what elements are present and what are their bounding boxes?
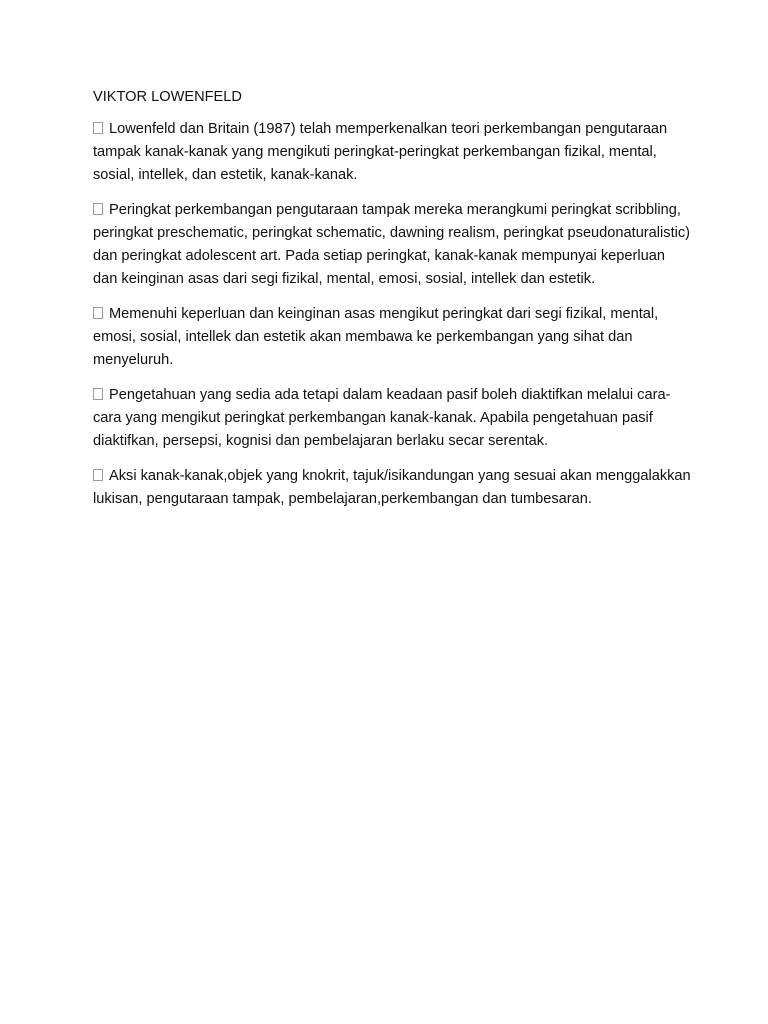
- document-title: VIKTOR LOWENFELD: [93, 89, 242, 105]
- paragraph-text: Pengetahuan yang sedia ada tetapi dalam keadaan pasif boleh diaktifkan melalui cara-cara yang mengikut peringkat perkembangan kanak-kanak. Apabila pengetahuan pasif diaktifkan, persepsi, kognisi dan pembelajaran berlaku secar serentak.: [93, 387, 671, 449]
- missing-glyph-box-icon: [93, 307, 103, 319]
- missing-glyph-box-icon: [93, 469, 103, 481]
- paragraph-text: Aksi kanak-kanak,objek yang knokrit, tajuk/isikandungan yang sesuai akan menggalakkan lukisan, pengutaraan tampak, pembelajaran,perkembangan dan tumbesaran.: [93, 468, 691, 507]
- missing-glyph-box-icon: [93, 203, 103, 215]
- paragraph-text: Memenuhi keperluan dan keinginan asas mengikut peringkat dari segi fizikal, mental, emosi, sosial, intellek dan estetik akan membawa ke perkembangan yang sihat dan menyeluruh.: [93, 306, 659, 368]
- missing-glyph-box-icon: [93, 388, 103, 400]
- document-body: [93, 86, 693, 523]
- paragraph-1: [93, 118, 693, 187]
- paragraph-5: [93, 465, 693, 511]
- missing-glyph-box-icon: [93, 122, 103, 134]
- paragraph-text: Lowenfeld dan Britain (1987) telah memperkenalkan teori perkembangan pengutaraan tampak kanak-kanak yang mengikuti peringkat-peringkat perkembangan fizikal, mental, sosial, intellek, dan estetik, kanak-kanak.: [93, 121, 668, 183]
- paragraph-text: Peringkat perkembangan pengutaraan tampak mereka merangkumi peringkat scribbling, peringkat preschematic, peringkat schematic, dawning realism, peringkat pseudonaturalistic) dan peringkat adolescent art. Pada setiap peringkat, kanak-kanak mempunyai keperluan dan keinginan asas dari segi fizikal, mental, emosi, sosial, intellek dan estetik.: [93, 202, 691, 287]
- paragraph-4: [93, 384, 693, 453]
- paragraph-2: [93, 199, 693, 291]
- paragraph-3: [93, 303, 693, 372]
